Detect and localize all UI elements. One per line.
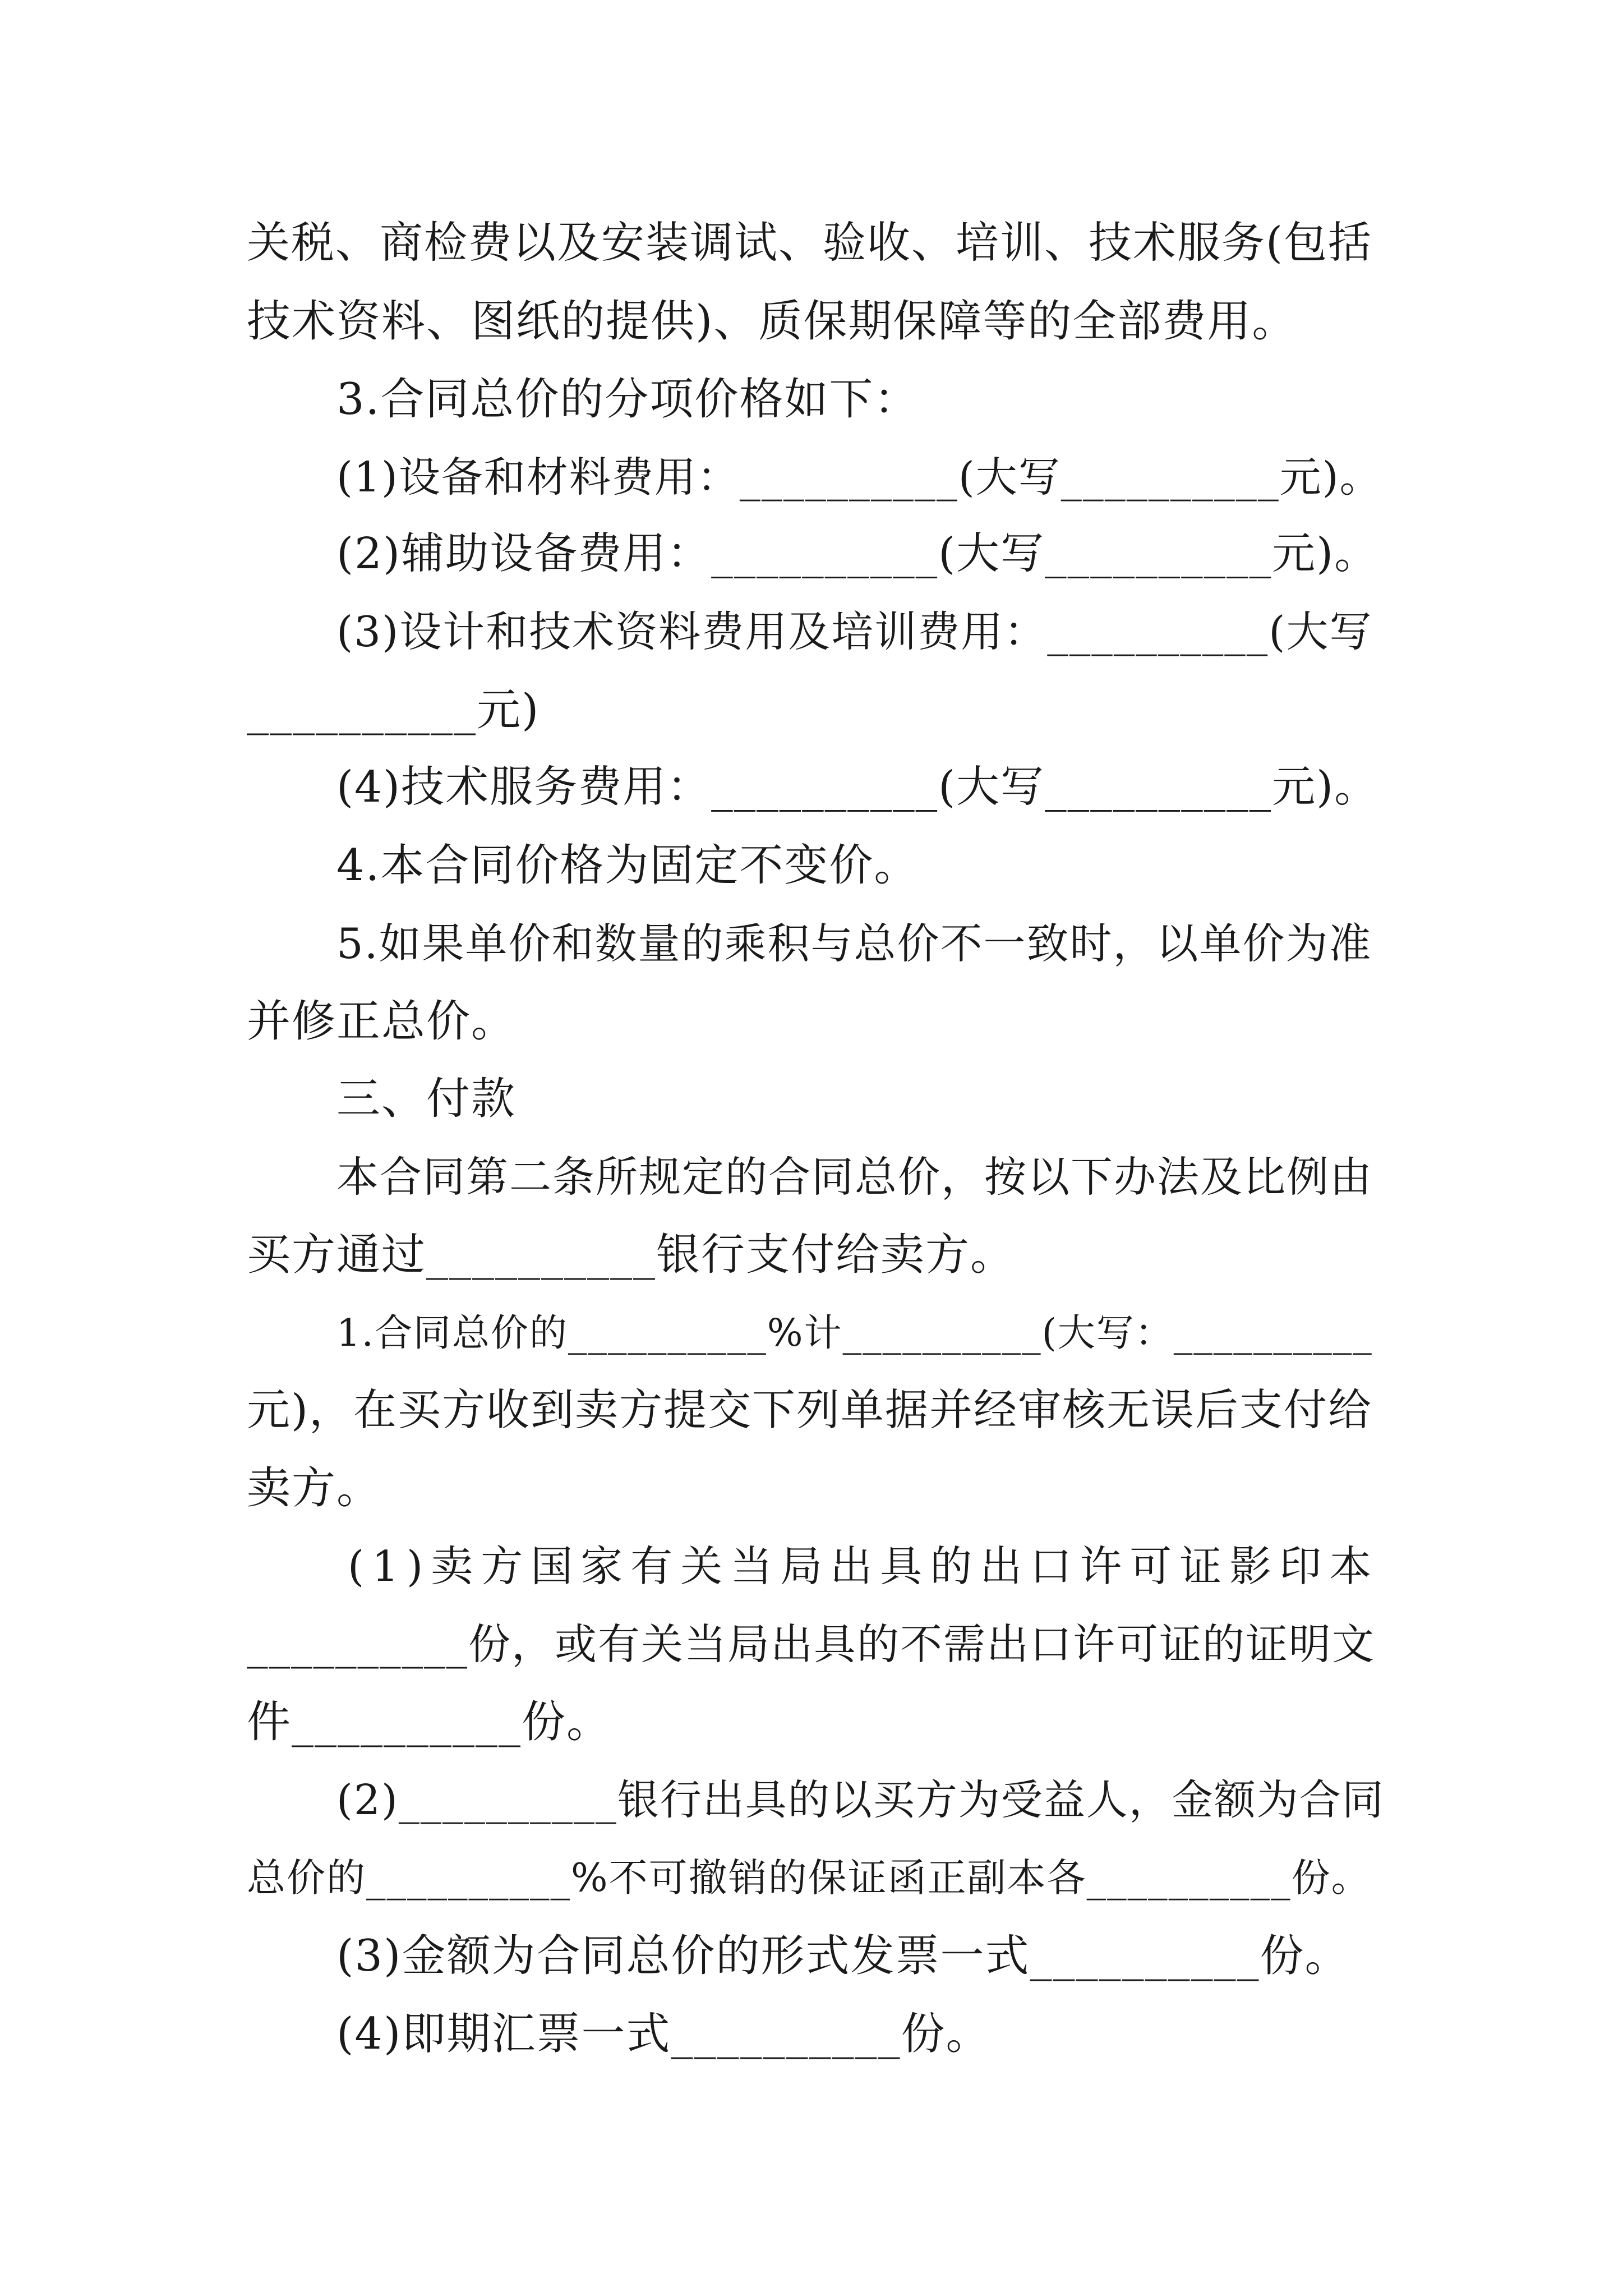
text-line: (4)即期汇票一式__________份。	[336, 2009, 991, 2059]
text-line: __________元)	[247, 685, 540, 735]
text-line: __________份，或有关当局出具的不需出口许可证的证明文	[247, 1619, 1376, 1669]
text-line: 技术资料、图纸的提供)、质保期保障等的全部费用。	[247, 296, 1297, 347]
text-line: 元)，在买方收到卖方提交下列单据并经审核无误后支付给	[247, 1386, 1373, 1435]
text-line: (2)辅助设备费用：__________(大写__________元)。	[336, 529, 1379, 579]
text-line: 关税、商检费以及安装调试、验收、培训、技术服务(包括	[247, 218, 1373, 268]
text-line: 卖方。	[247, 1463, 382, 1513]
text-line: 买方通过__________银行支付给卖方。	[247, 1230, 1016, 1280]
text-line: (3)设计和技术资料费用及培训费用：__________(大写	[336, 607, 1373, 656]
text-line: 并修正总价。	[247, 996, 517, 1047]
text-line: (1)卖方国家有关当局出具的出口许可证影印本	[348, 1542, 1380, 1591]
text-line: 1.合同总价的__________%计__________(大写：__________	[336, 1311, 1373, 1355]
text-line: (3)金额为合同总价的形式发票一式__________份。	[336, 1931, 1350, 1981]
text-line: 4.本合同价格为固定不变价。	[336, 840, 919, 891]
section-heading: 三、付款	[336, 1074, 517, 1124]
text-line: (1)设备和材料费用：__________(大写__________元)。	[336, 453, 1382, 501]
text-line: 总价的__________%不可撤销的保证函正副本各__________份。	[247, 1856, 1371, 1901]
text-line: (2)__________银行出具的以买方为受益人，金额为合同	[336, 1776, 1385, 1824]
text-line: 5.如果单价和数量的乘积与总价不一致时，以单价为准	[336, 919, 1372, 968]
text-line: 件__________份。	[247, 1697, 612, 1747]
text-line: (4)技术服务费用：__________(大写__________元)。	[336, 762, 1379, 812]
text-line: 本合同第二条所规定的合同总价，按以下办法及比例由	[336, 1152, 1373, 1202]
text-line: 3.合同总价的分项价格如下：	[336, 374, 919, 425]
